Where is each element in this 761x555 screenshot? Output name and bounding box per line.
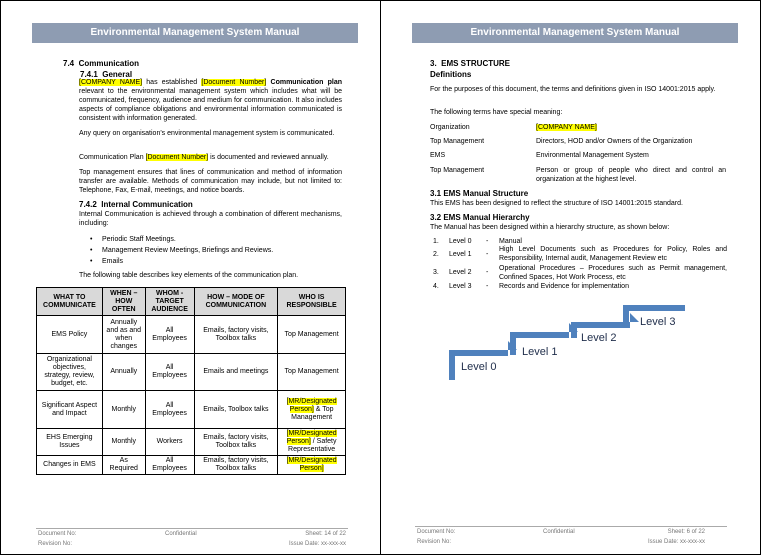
table-cell: Emails, Toolbox talks [194,391,278,429]
table-cell: All Employees [145,316,194,354]
table-cell: As Required [102,456,145,475]
table-cell: All Employees [145,391,194,429]
column-header: WHOM - TARGET AUDIENCE [145,288,194,316]
footer-issue-date: Issue Date: xx-xxx-xx [647,539,705,545]
definition-term: Top Management [430,138,485,145]
level-dash: - [486,238,489,245]
level-number: 3. [433,269,439,276]
document-number-placeholder: [Document Number] [201,79,267,86]
table-cell: All Employees [145,456,194,475]
table-cell: Changes in EMS [37,456,103,475]
level-description: Operational Procedures – Procedures such as Permit management, Confined Spaces, Hot Work Process, etc [499,265,727,281]
document-number-placeholder: [Document Number] [145,154,209,161]
step-1-tread [510,332,569,338]
level-label: Level 2 [449,269,472,276]
table-cell: [MR/Designated Person] [278,456,346,475]
table-cell: Organizational objectives, strategy, review, budget, etc. [37,354,103,391]
right-page-header: Environmental Management System Manual [412,23,738,43]
level-description: Records and Evidence for implementation [499,283,629,290]
hierarchy-staircase-diagram [381,0,761,555]
footer-revision-no: Revision No: [417,539,452,545]
level-label: Level 3 [449,283,472,290]
table-cell: Emails, factory visits, Toolbox talks [194,456,278,475]
table-cell: EHS Emerging Issues [37,429,103,456]
level-number: 1. [433,238,439,245]
table-row [37,429,346,456]
table-cell: Emails, factory visits, Toolbox talks [194,429,278,456]
table-cell: EMS Policy [37,316,103,354]
level-label: Level 0 [449,238,472,245]
company-name-placeholder: [COMPANY NAME] [536,124,597,131]
column-header: WHAT TO COMMUNICATE [37,288,103,316]
communication-plan-table [36,287,346,475]
footer-sheet: Sheet: 6 of 22 [667,529,705,535]
definitions-heading: Definitions [430,70,472,79]
diagram-label-level-2: Level 2 [581,332,617,344]
table-row [37,456,346,475]
list-item: • Management Review Meetings, Briefings and Reviews. [90,245,340,256]
footer-sheet: Sheet: 14 of 22 [305,531,346,537]
level-dash: - [486,283,489,290]
level-description: High Level Documents such as Procedures for Policy, Roles and Responsibility, Internal audit, Management Review etc [499,246,727,262]
footer-issue-date: Issue Date: xx-xxx-xx [288,541,346,547]
list-item: • Periodic Staff Meetings. [90,234,340,245]
level-dash: - [486,269,489,276]
table-cell: Workers [145,429,194,456]
step-1-riser [510,332,516,355]
general-paragraph: [COMPANY NAME] has established [Document Number] Communication plan relevant to the environmental management system which includes what will be communicated, frequency, audience and medium for communication. It also includes aspects of compliance obligations and environmental information communicated is consistent with information generated. [79,79,343,122]
table-cell: Annually [102,354,145,391]
table-cell: Top Management [278,316,346,354]
subsection-3-1-heading: 3.1 EMS Manual Structure [430,189,529,198]
special-meaning-intro: The following terms have special meaning: [430,109,563,116]
definition-value: Person or group of people who direct and control an organization at the highest level. [536,167,726,183]
subsection-3-2-heading: 3.2 EMS Manual Hierarchy [430,213,530,222]
table-cell: Annually and as and when changes [102,316,145,354]
footer-document-no: Document No: [38,531,77,537]
step-3-tread [623,305,685,311]
table-header-row [37,288,346,316]
diagram-label-level-0: Level 0 [461,361,497,373]
definition-term: Top Management [430,167,485,174]
communication-plan-paragraph: Communication Plan [Document Number] is documented and reviewed annually. [79,154,329,161]
mechanism-list [90,234,340,267]
subsection-3-2-text: The Manual has been designed within a hierarchy structure, as shown below: [430,224,670,231]
table-cell: Emails, factory visits, Toolbox talks [194,316,278,354]
diagram-label-level-3: Level 3 [640,316,676,328]
footer-confidential: Confidential [543,529,575,535]
diagram-label-level-1: Level 1 [522,346,558,358]
definitions-intro: For the purposes of this document, the terms and definitions given in ISO 14001:2015 apply. [430,86,716,93]
query-paragraph: Any query on organisation's environmental management system is communicated. [79,130,335,137]
step-2-tread [571,322,630,328]
step-2-riser [571,322,577,338]
table-cell: [MR/Designated Person] / Safety Representative [278,429,346,456]
definition-term: EMS [430,152,446,159]
subsection-3-1-text: This EMS has been designed to reflect the structure of ISO 14001:2015 standard. [430,200,683,207]
table-row [37,354,346,391]
definition-term: Organization [430,124,470,131]
footer-document-no: Document No: [417,529,456,535]
right-page [381,0,761,555]
section-7-4-heading: 7.4 Communication [63,59,140,68]
table-cell: Monthly [102,391,145,429]
top-management-paragraph: Top management ensures that lines of communication and method of information transfer are available. Methods of communication may include, but not limited to: Telephone, Fax, E-mail, meetings, and notice boards. [79,169,342,194]
column-header: WHO IS RESPONSIBLE [278,288,346,316]
section-3-heading: 3. EMS STRUCTURE [430,59,511,68]
step-0-riser [449,350,455,380]
footer-rule [415,526,727,527]
internal-communication-paragraph: Internal Communication is achieved through a combination of different mechanisms, including: [79,211,342,227]
definition-value: Directors, HOD and/or Owners of the Organization [536,138,693,145]
footer-revision-no: Revision No: [38,541,73,547]
footer-confidential: Confidential [165,531,197,537]
table-intro-paragraph: The following table describes key elements of the communication plan. [79,272,299,279]
footer-rule [36,528,348,529]
table-row [37,316,346,354]
company-name-placeholder: [COMPANY NAME] [79,79,143,86]
column-header: WHEN – HOW OFTEN [102,288,145,316]
level-number: 4. [433,283,439,290]
column-header: HOW – MODE OF COMMUNICATION [194,288,278,316]
table-cell: Emails and meetings [194,354,278,391]
table-cell: Top Management [278,354,346,391]
level-description: Manual [499,238,522,245]
left-page [0,0,380,555]
table-cell: All Employees [145,354,194,391]
table-cell: Significant Aspect and Impact [37,391,103,429]
table-cell: Monthly [102,429,145,456]
level-dash: - [486,251,489,258]
definition-value: Environmental Management System [536,152,649,159]
level-label: Level 1 [449,251,472,258]
subsection-7-4-1-heading: 7.4.1 General [80,70,133,79]
left-page-header: Environmental Management System Manual [32,23,358,43]
level-number: 2. [433,251,439,258]
step-0-tread [449,350,508,356]
table-row [37,391,346,429]
list-item: • Emails [90,256,340,267]
step-2-corner [630,313,639,322]
subsection-7-4-2-heading: 7.4.2 Internal Communication [79,200,193,209]
table-cell: [MR/Designated Person] & Top Management [278,391,346,429]
step-3-riser [623,305,629,328]
